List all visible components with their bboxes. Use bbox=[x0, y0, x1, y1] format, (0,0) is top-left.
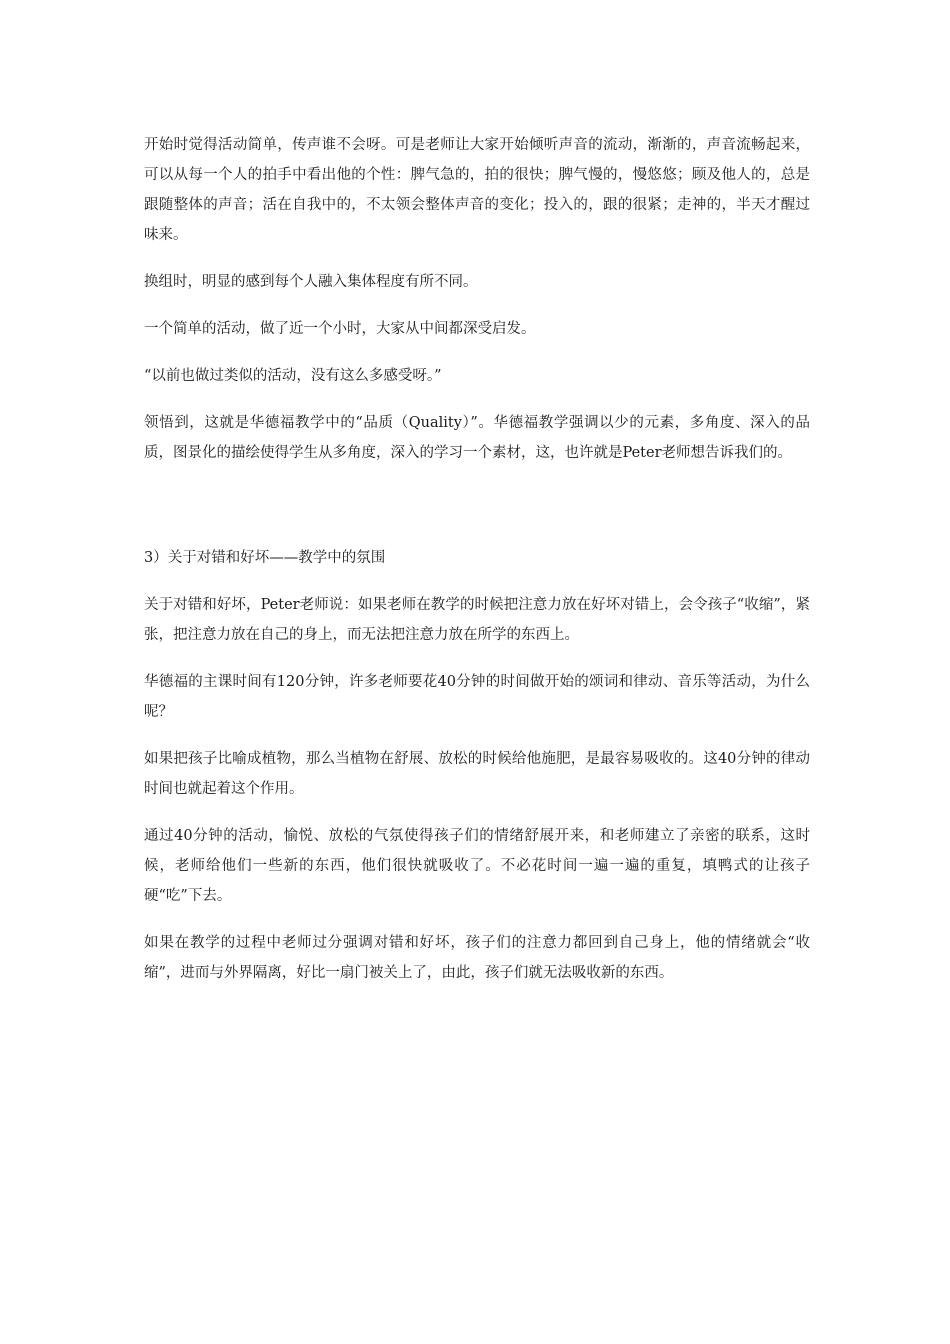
paragraph: 一个简单的活动，做了近一个小时，大家从中间都深受启发。 bbox=[144, 321, 536, 337]
paragraph: 关于对错和好坏，Peter老师说：如果老师在教学的时候把注意力放在好坏对错上，会令孩子“收缩”，紧张，把注意力放在自己的身上，而无法把注意力放在所学的东西上。 bbox=[144, 597, 810, 643]
paragraph: “以前也做过类似的活动，没有这么多感受呀。” bbox=[144, 368, 442, 384]
paragraph: 通过40分钟的活动，愉悦、放松的气氛使得孩子们的情绪舒展开来，和老师建立了亲密的联系，这时候，老师给他们一些新的东西，他们很快就吸收了。不必花时间一遍一遍的重复，填鸭式的让孩子硬“吃”下去。 bbox=[144, 828, 810, 904]
paragraph: 华德福的主课时间有120分钟，许多老师要花40分钟的时间做开始的颂词和律动、音乐等活动，为什么呢？ bbox=[144, 674, 810, 720]
paragraph: 如果在教学的过程中老师过分强调对错和好坏，孩子们的注意力都回到自己身上，他的情绪就会“收缩”，进而与外界隔离，好比一扇门被关上了，由此，孩子们就无法吸收新的东西。 bbox=[144, 935, 810, 981]
document-body bbox=[144, 130, 810, 1005]
section-spacer bbox=[144, 485, 810, 543]
paragraph: 换组时，明显的感到每个人融入集体程度有所不同。 bbox=[144, 274, 478, 290]
paragraph: 领悟到，这就是华德福教学中的“品质（Quality）”。华德福教学强调以少的元素，多角度、深入的品质，图景化的描绘使得学生从多角度，深入的学习一个素材，这，也许就是Peter老师想告诉我们的。 bbox=[144, 415, 810, 461]
paragraph: 开始时觉得活动简单，传声谁不会呀。可是老师让大家开始倾听声音的流动，渐渐的，声音流畅起来，可以从每一个人的拍手中看出他的个性：脾气急的，拍的很快；脾气慢的，慢悠悠；顾及他人的，总是跟随整体的声音；活在自我中的，不太领会整体声音的变化；投入的，跟的很紧；走神的，半天才醒过味来。 bbox=[144, 137, 810, 243]
paragraph: 如果把孩子比喻成植物，那么当植物在舒展、放松的时候给他施肥，是最容易吸收的。这40分钟的律动时间也就起着这个作用。 bbox=[144, 751, 810, 797]
section-heading: 3）关于对错和好坏——教学中的氛围 bbox=[144, 550, 386, 566]
